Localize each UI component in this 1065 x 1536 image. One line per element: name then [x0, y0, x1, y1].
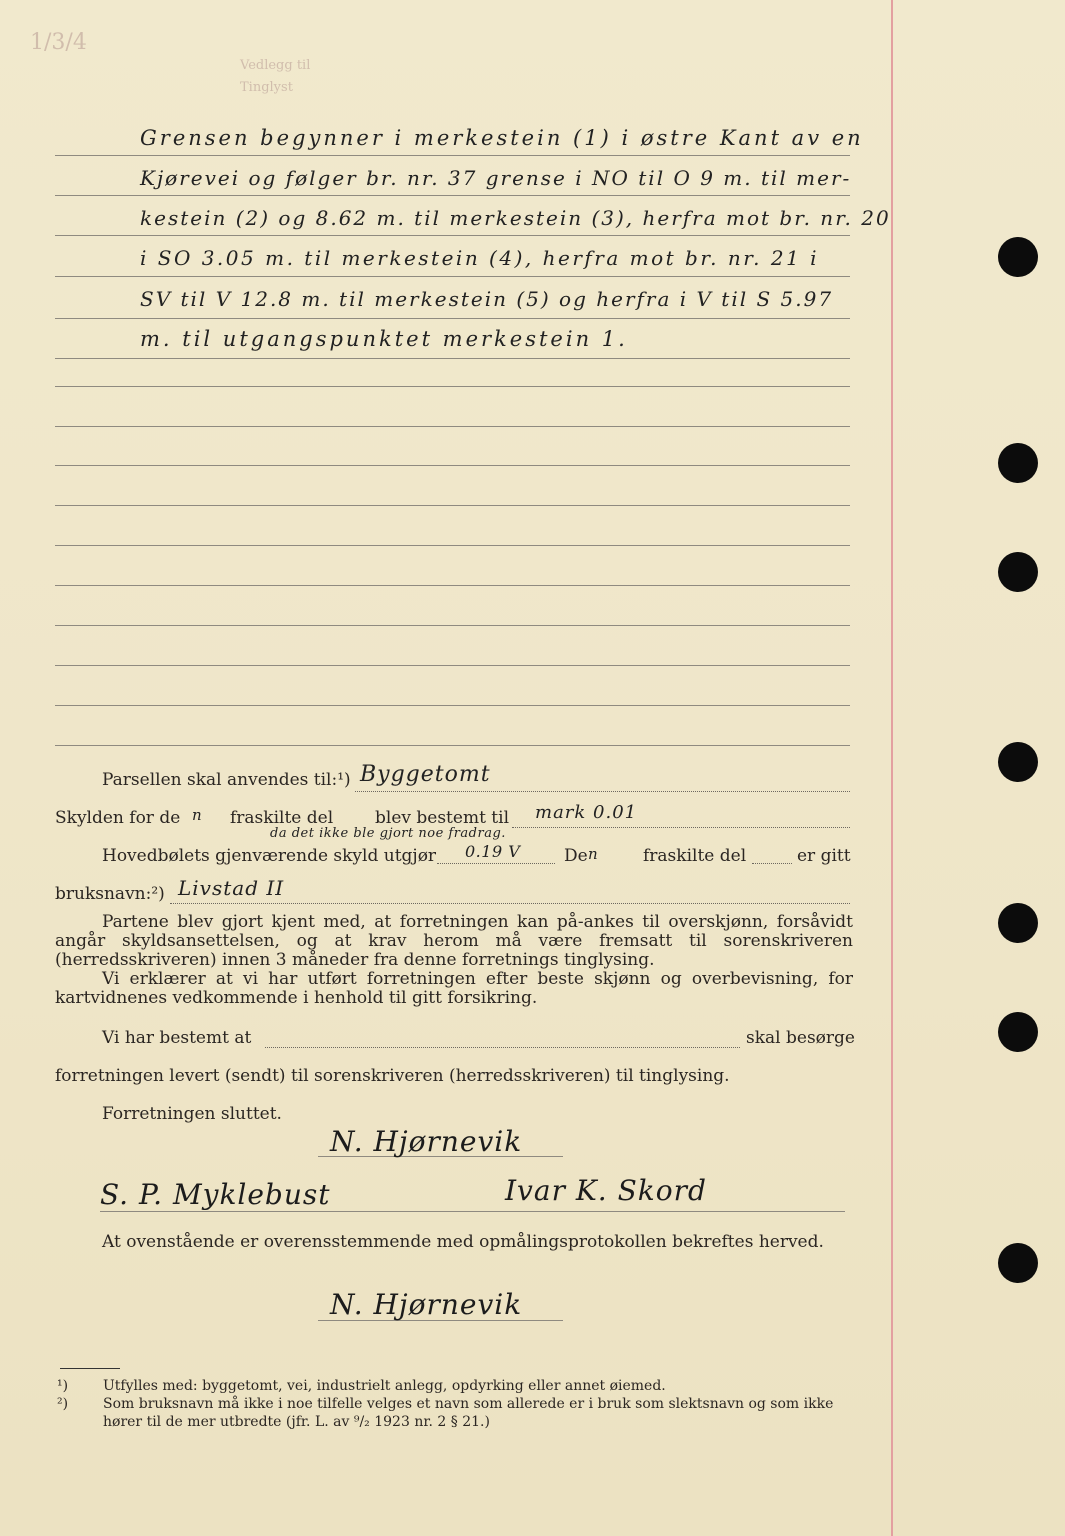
footnote-rule	[60, 1368, 120, 1369]
punch-hole	[998, 443, 1038, 483]
bruksnavn-label: bruksnavn:²)	[55, 884, 165, 904]
handwritten-line-2: Kjørevei og følger br. nr. 37 grense i NO til O 9 m. til mer-	[140, 166, 852, 190]
handwritten-line-5: SV til V 12.8 m. til merkestein (5) og herfra i V til S 5.97	[140, 287, 834, 311]
ruled-line	[55, 585, 850, 586]
footnote-1	[57, 1377, 863, 1395]
stamp-line-2: Tinglyst	[240, 80, 293, 95]
skyld-note: da det ikke ble gjort noe fradrag.	[270, 826, 506, 841]
remaining-label: Hovedbølets gjenværende skyld utgjør	[102, 846, 437, 866]
ruled-line	[55, 625, 850, 626]
ruled-line	[55, 318, 850, 319]
ruled-line	[55, 705, 850, 706]
signature-3: Ivar K. Skord	[505, 1174, 707, 1207]
bruksnavn-value: Livstad II	[178, 876, 285, 900]
besorge-label: skal besørge	[746, 1028, 855, 1048]
ruled-line	[55, 195, 850, 196]
usage-dotted-line	[355, 790, 850, 792]
signature-1: N. Hjørnevik	[330, 1125, 523, 1158]
sluttet-text: Forretningen sluttet.	[102, 1104, 282, 1124]
remaining-value: 0.19 V	[465, 842, 521, 861]
usage-value: Byggetomt	[360, 762, 491, 787]
corner-scribble: 1/3/4	[30, 30, 87, 55]
remaining-den-fill: n	[588, 845, 598, 863]
handwritten-line-4: i SO 3.05 m. til merkestein (4), herfra mot br. nr. 21 i	[140, 246, 820, 270]
handwritten-line-3: kestein (2) og 8.62 m. til merkestein (3), herfra mot br. nr. 20	[140, 206, 891, 230]
ruled-line	[55, 358, 850, 359]
ruled-line	[55, 235, 850, 236]
footnote-1-text: Utfylles med: byggetomt, vei, industrielt anlegg, opdyrking eller annet øiemed.	[103, 1378, 666, 1394]
footnote-2-text: Som bruksnavn må ikke i noe tilfelle velges et navn som allerede er i bruk som slektsnavn og som ikke hører til de mer utbredte (jfr. L. av ⁹/₂ 1923 nr. 2 § 21.)	[103, 1396, 834, 1430]
ruled-line	[55, 745, 850, 746]
certify-text: At ovenstående er overensstemmende med opmålingsprotokollen bekreftes herved.	[102, 1232, 824, 1252]
skyld-label-a-fill: n	[192, 806, 202, 824]
signature-2: S. P. Myklebust	[100, 1178, 331, 1211]
remaining-dotted-line-2	[752, 862, 792, 864]
punch-hole	[998, 1243, 1038, 1283]
appeal-paragraph	[55, 913, 853, 1008]
remaining-er-gitt: er gitt	[797, 846, 851, 866]
punch-hole	[998, 742, 1038, 782]
bestemt-label: Vi har bestemt at	[102, 1028, 252, 1048]
signature-line	[100, 1211, 845, 1212]
ruled-line	[55, 465, 850, 466]
stamp-line-1: Vedlegg til	[240, 58, 311, 73]
footnote-2	[57, 1395, 853, 1431]
levert-text: forretningen levert (sendt) til sorenskriveren (herredsskriveren) til tinglysing.	[55, 1066, 730, 1086]
punch-hole	[998, 237, 1038, 277]
ruled-line	[55, 505, 850, 506]
remaining-fraskilte: fraskilte del	[643, 846, 747, 866]
bestemt-dotted-line	[265, 1046, 740, 1048]
declaration-text: Vi erklærer at vi har utført forretningen efter beste skjønn og overbevisning, for kartvidnenes vedkommende i henhold til gitt forsikring.	[55, 969, 853, 1008]
ruled-line	[55, 426, 850, 427]
handwritten-line-1: Grensen begynner i merkestein (1) i østre Kant av en	[140, 126, 864, 150]
ruled-line	[55, 276, 850, 277]
usage-label: Parsellen skal anvendes til:¹)	[102, 770, 351, 790]
skyld-value: mark 0.01	[535, 802, 638, 823]
footnote-1-number: ¹)	[57, 1378, 69, 1394]
ruled-line	[55, 665, 850, 666]
ruled-line	[55, 545, 850, 546]
skyld-dotted-line	[512, 826, 850, 828]
bruksnavn-dotted-line	[170, 902, 850, 904]
skyld-label-a: Skylden for de	[55, 808, 181, 828]
skyld-label-b: fraskilte del	[230, 808, 334, 828]
ruled-line	[55, 155, 850, 156]
red-margin-line	[891, 0, 893, 1536]
handwritten-line-6: m. til utgangspunktet merkestein 1.	[140, 327, 628, 351]
punch-hole	[998, 1012, 1038, 1052]
punch-hole	[998, 552, 1038, 592]
remaining-dotted-line	[437, 862, 555, 864]
skyld-label-c: blev bestemt til	[375, 808, 510, 828]
remaining-den: De	[564, 846, 588, 866]
ruled-line	[55, 386, 850, 387]
footnote-2-number: ²)	[57, 1396, 69, 1412]
punch-hole	[998, 903, 1038, 943]
signature-4: N. Hjørnevik	[330, 1288, 523, 1321]
appeal-text: Partene blev gjort kjent med, at forretningen kan på-ankes til overskjønn, forsåvidt angår skyldsansettelsen, og at krav herom må være fremsatt til sorenskriveren (herredsskriveren) innen 3 måneder fra denne forretnings tinglysing.	[55, 912, 853, 970]
